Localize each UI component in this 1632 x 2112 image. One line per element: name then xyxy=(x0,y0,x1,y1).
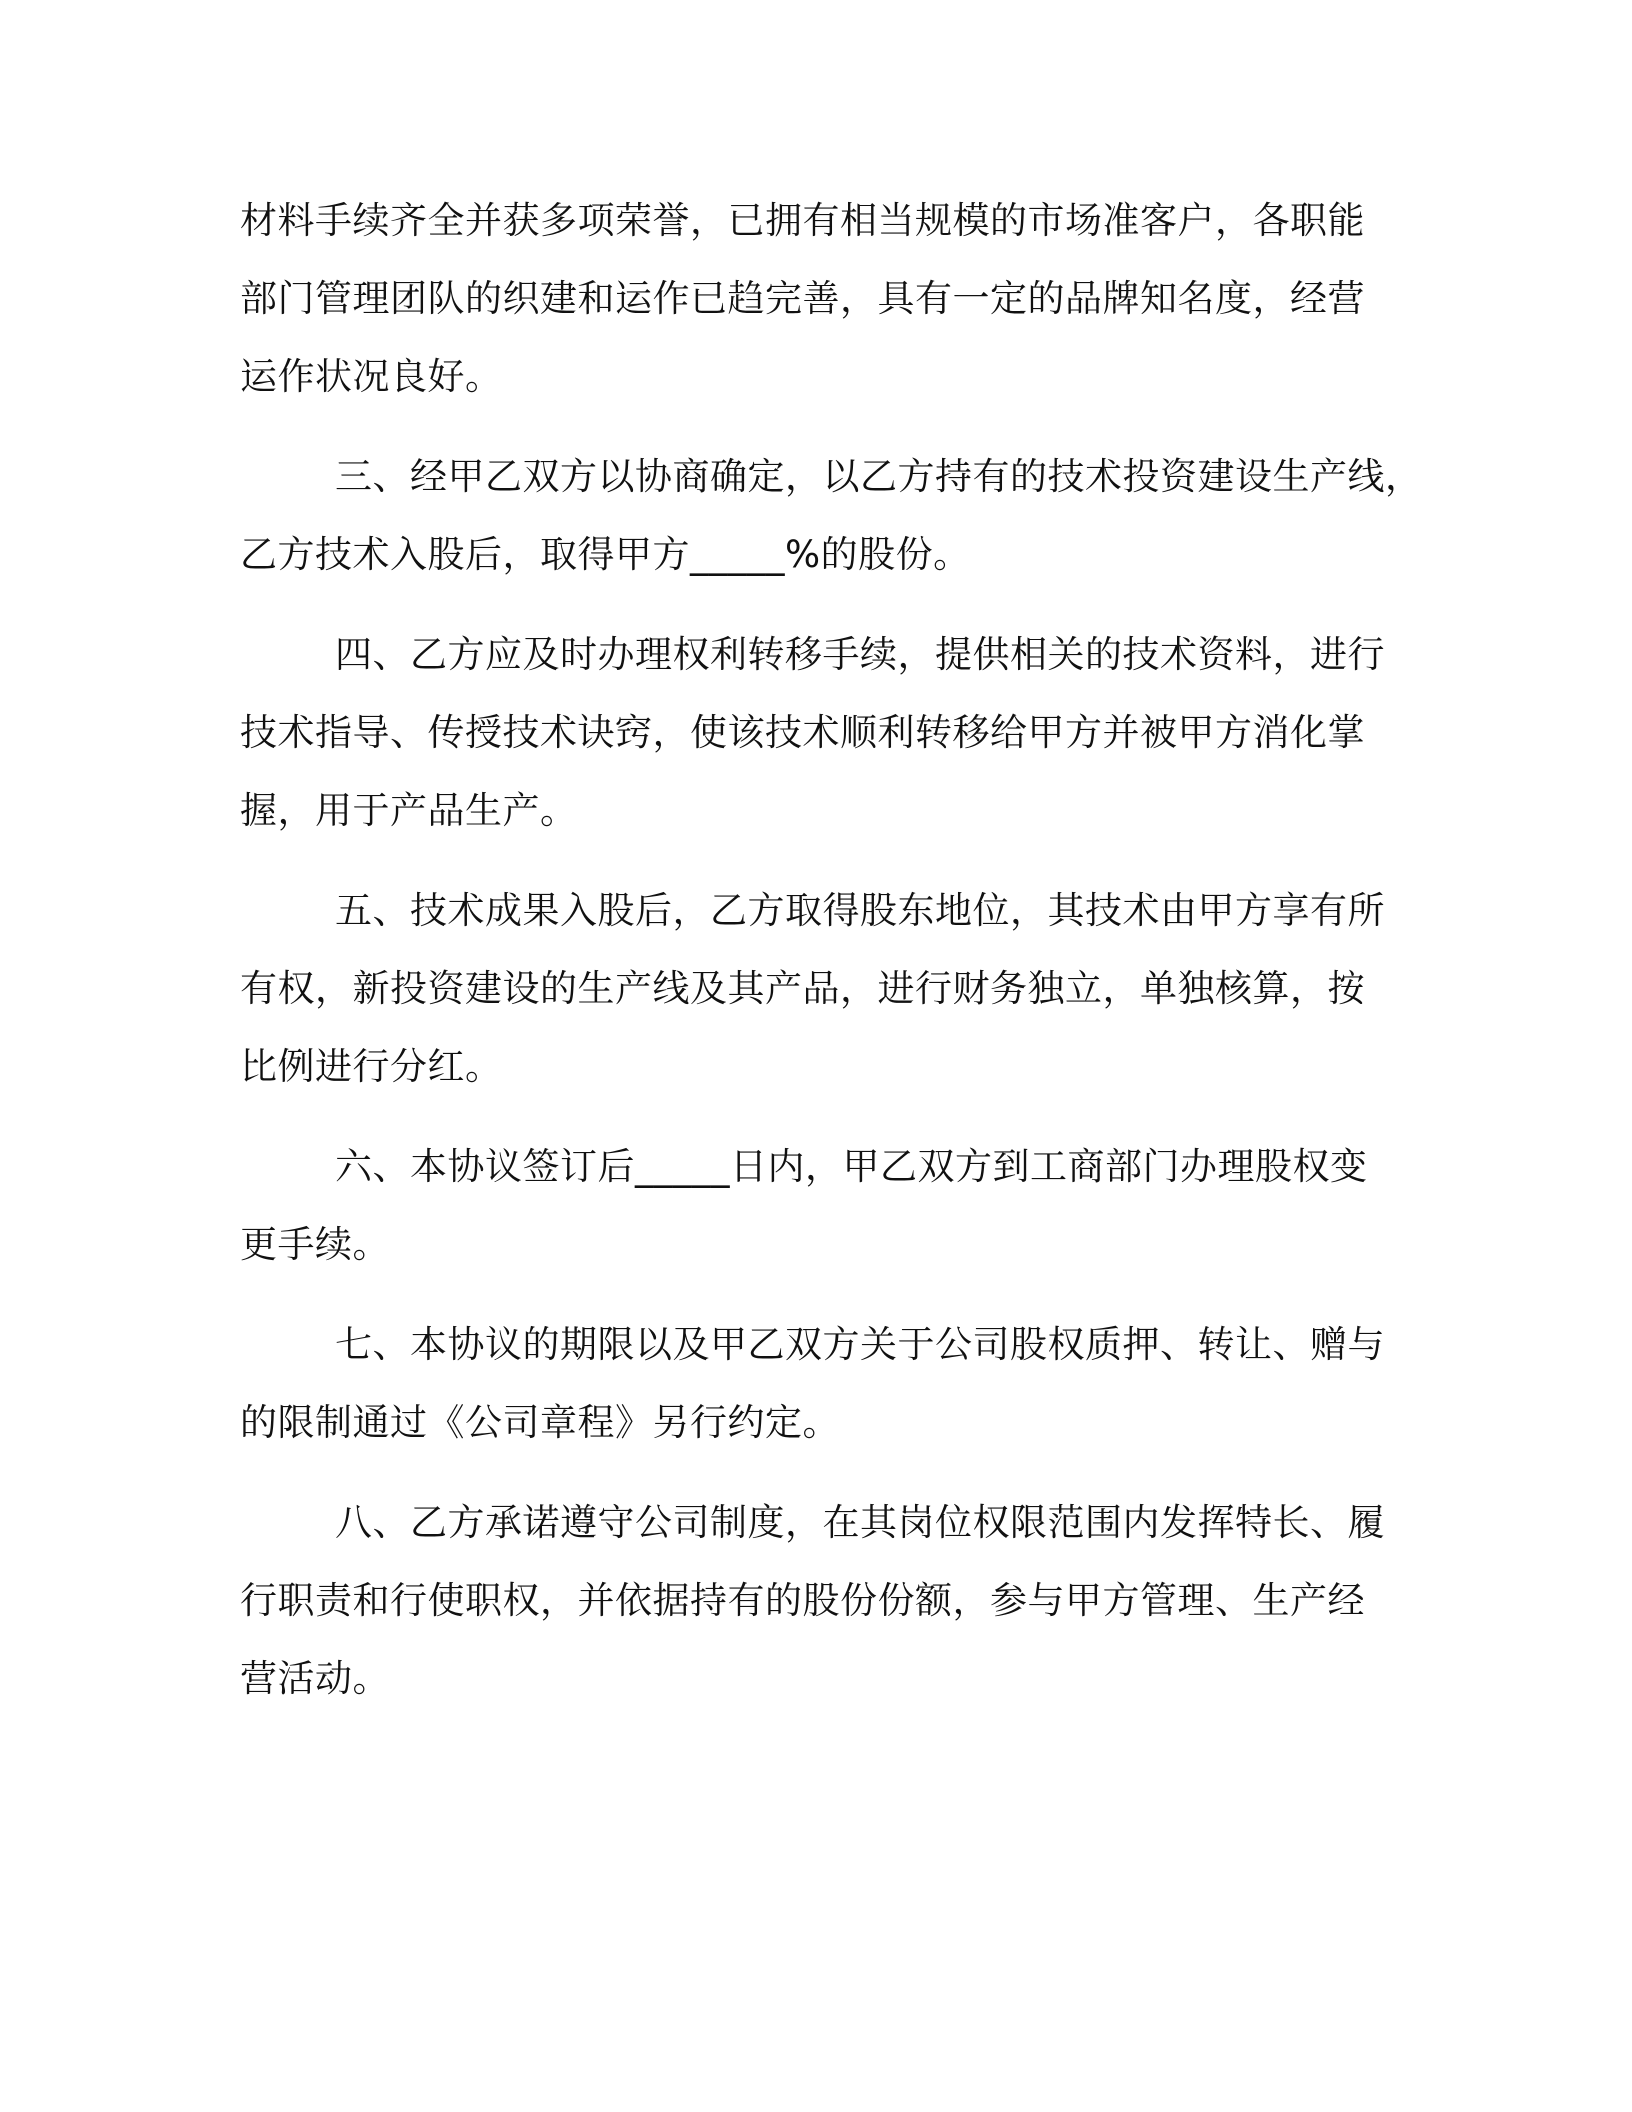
text-line: 部门管理团队的织建和运作已趋完善，具有一定的品牌知名度，经营 xyxy=(240,277,1365,320)
text-line: 比例进行分红。 xyxy=(240,1045,503,1088)
text-line: 乙方技术入股后，取得甲方_____%的股份。 xyxy=(240,533,971,576)
text-line: 运作状况良好。 xyxy=(240,355,503,398)
text-line: 握，用于产品生产。 xyxy=(240,789,578,832)
clause-7 xyxy=(240,1306,1415,1462)
text-line: 八、乙方承诺遵守公司制度，在其岗位权限范围内发挥特长、履 xyxy=(335,1501,1385,1544)
text-line: 四、乙方应及时办理权利转移手续，提供相关的技术资料，进行 xyxy=(335,633,1385,676)
clause-5 xyxy=(240,872,1415,1106)
paragraph-intro-continuation xyxy=(240,182,1415,416)
text-line: 更手续。 xyxy=(240,1223,390,1266)
text-line: 营活动。 xyxy=(240,1657,390,1700)
text-line: 五、技术成果入股后，乙方取得股东地位，其技术由甲方享有所 xyxy=(335,889,1385,932)
text-line: 的限制通过《公司章程》另行约定。 xyxy=(240,1401,840,1444)
text-line: 有权，新投资建设的生产线及其产品，进行财务独立，单独核算，按 xyxy=(240,967,1365,1010)
text-line: 七、本协议的期限以及甲乙双方关于公司股权质押、转让、赠与 xyxy=(335,1323,1385,1366)
text-line: 六、本协议签订后_____日内，甲乙双方到工商部门办理股权变 xyxy=(335,1145,1368,1188)
clause-3 xyxy=(240,438,1423,594)
document-body xyxy=(240,182,1423,1740)
text-line: 三、经甲乙双方以协商确定，以乙方持有的技术投资建设生产线， xyxy=(335,455,1423,498)
text-line: 材料手续齐全并获多项荣誉，已拥有相当规模的市场准客户，各职能 xyxy=(240,199,1365,242)
clause-4 xyxy=(240,616,1415,850)
clause-8 xyxy=(240,1484,1415,1718)
text-line: 技术指导、传授技术诀窍，使该技术顺利转移给甲方并被甲方消化掌 xyxy=(240,711,1365,754)
clause-6 xyxy=(240,1128,1415,1284)
text-line: 行职责和行使职权，并依据持有的股份份额，参与甲方管理、生产经 xyxy=(240,1579,1365,1622)
